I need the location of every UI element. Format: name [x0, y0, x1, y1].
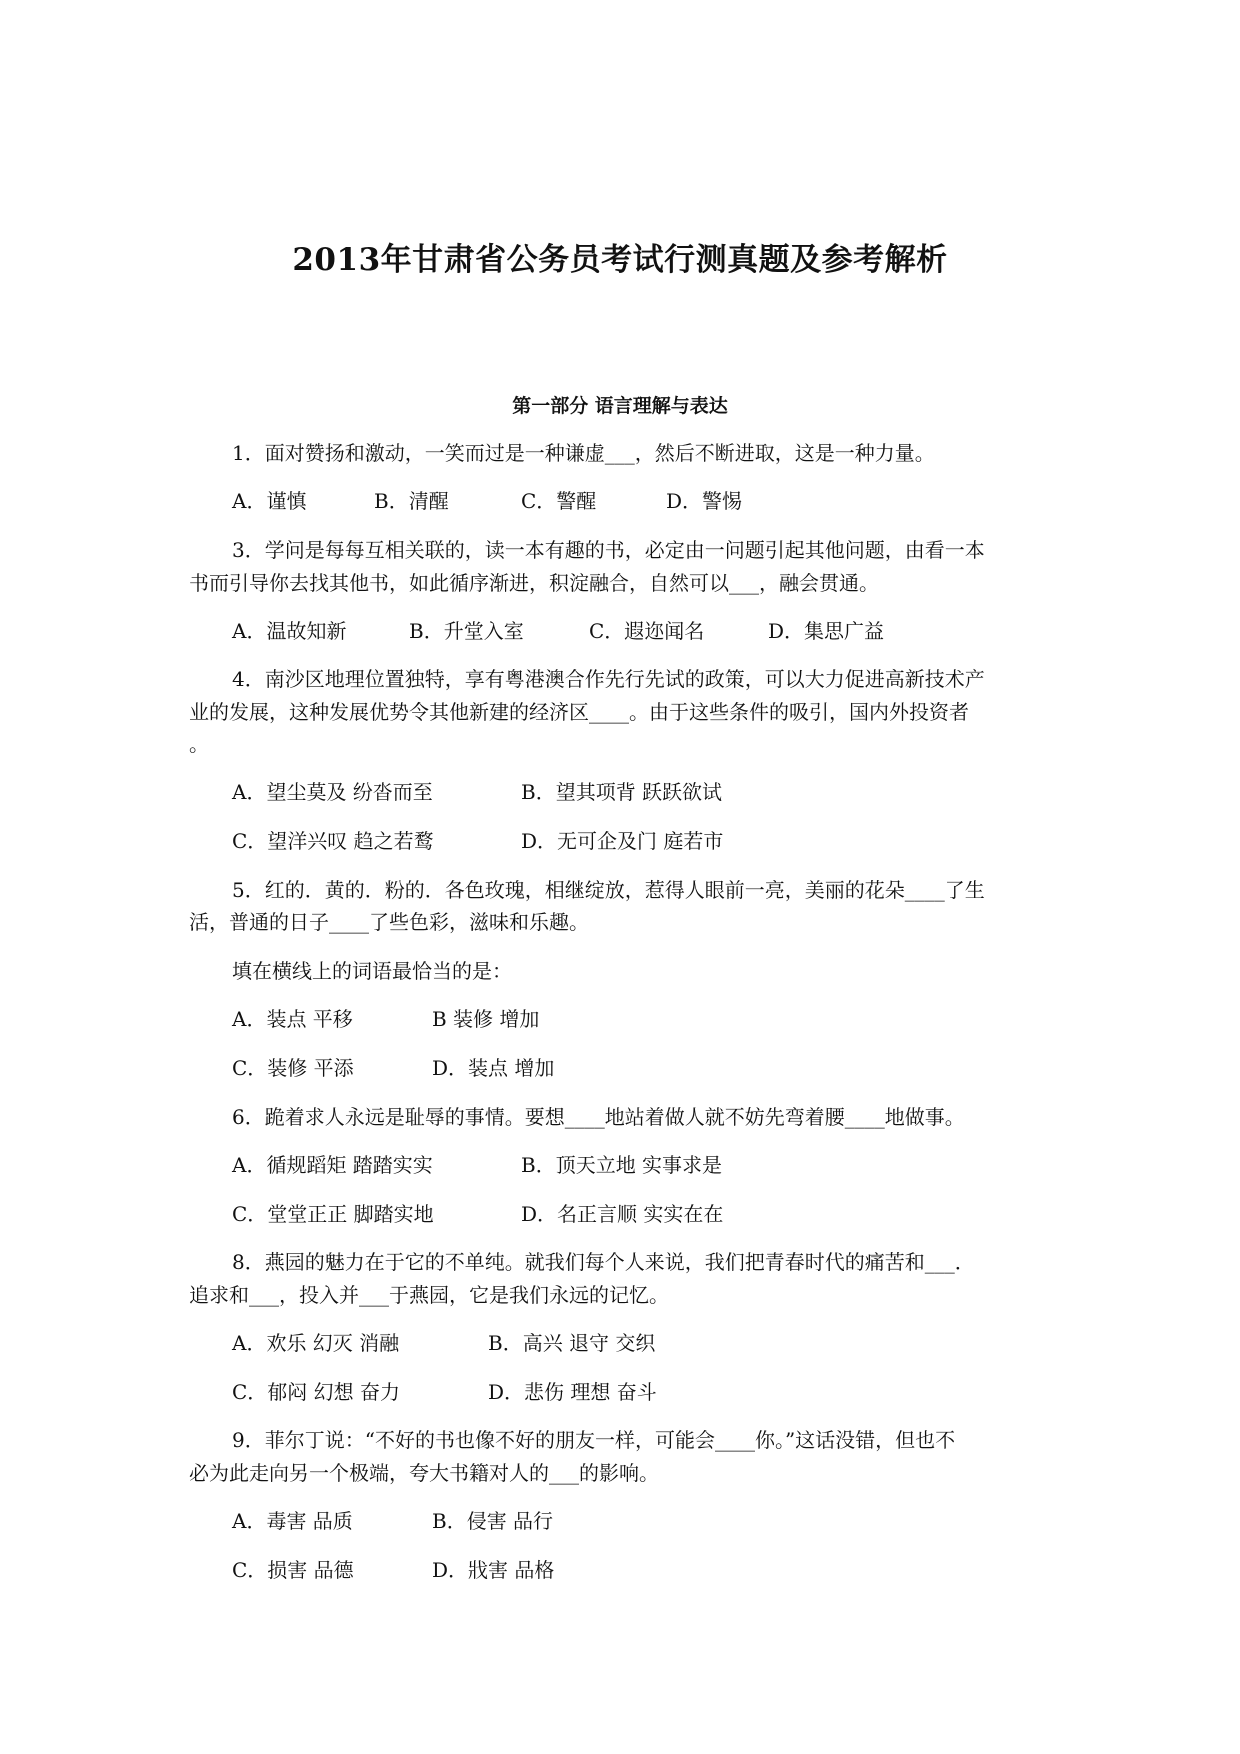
question-9-text-line1: 9．菲尔丁说：“不好的书也像不好的朋友一样，可能会____你。”这话没错，但也不: [232, 1428, 956, 1452]
option-d: D．无可企及门 庭若市: [521, 829, 724, 853]
question-9-text-line2: 必为此走向另一个极端，夸大书籍对人的___的影响。: [189, 1461, 659, 1485]
option-d: D．警惕: [666, 489, 743, 513]
question-4-text-line1: 4．南沙区地理位置独特，享有粤港澳合作先行先试的政策，可以大力促进高新技术产: [232, 667, 985, 691]
option-c: C．望洋兴叹 趋之若鹜: [232, 829, 434, 853]
option-a: A．欢乐 幻灭 消融: [232, 1331, 400, 1355]
question-4-text-line2: 业的发展，这种发展优势令其他新建的经济区____。由于这些条件的吸引，国内外投资者: [189, 700, 969, 724]
option-b: B．望其项背 跃跃欲试: [521, 780, 723, 804]
question-5-text-line1: 5．红的．黄的．粉的．各色玫瑰，相继绽放，惹得人眼前一亮，美丽的花朵____了生: [232, 878, 985, 902]
option-a: A．温故知新: [232, 619, 347, 643]
question-5-text-line2: 活，普通的日子____了些色彩，滋味和乐趣。: [189, 910, 589, 934]
question-6-text: 6．跪着求人永远是耻辱的事情。要想____地站着做人就不妨先弯着腰____地做事。: [232, 1105, 965, 1129]
option-d: D．悲伤 理想 奋斗: [488, 1380, 657, 1404]
option-c: C．警醒: [521, 489, 597, 513]
option-a: A．装点 平移: [232, 1007, 353, 1031]
option-d: D．戕害 品格: [432, 1558, 555, 1582]
question-4-text-line3: 。: [189, 732, 209, 756]
question-3-text-line1: 3．学问是每每互相关联的，读一本有趣的书，必定由一问题引起其他问题，由看一本: [232, 538, 985, 562]
option-d: D．装点 增加: [432, 1056, 555, 1080]
option-c: C．损害 品德: [232, 1558, 354, 1582]
option-a: A．毒害 品质: [232, 1509, 353, 1533]
document-title: 2013年甘肃省公务员考试行测真题及参考解析: [292, 242, 948, 278]
option-a: A．循规蹈矩 踏踏实实: [232, 1153, 433, 1177]
option-d: D．集思广益: [768, 619, 885, 643]
question-8-text-line1: 8．燕园的魅力在于它的不单纯。就我们每个人来说，我们把青春时代的痛苦和___．: [232, 1250, 975, 1274]
option-b: B．清醒: [374, 489, 449, 513]
option-c: C．装修 平添: [232, 1056, 354, 1080]
question-8-text-line2: 追求和___，投入并___于燕园，它是我们永远的记忆。: [189, 1283, 669, 1307]
option-d: D．名正言顺 实实在在: [521, 1202, 724, 1226]
option-a: A．谨慎: [232, 489, 307, 513]
option-c: C．郁闷 幻想 奋力: [232, 1380, 401, 1404]
option-b: B 装修 增加: [432, 1007, 540, 1031]
option-c: C．遐迩闻名: [589, 619, 705, 643]
option-b: B．高兴 退守 交织: [488, 1331, 656, 1355]
option-b: B．侵害 品行: [432, 1509, 554, 1533]
question-5-prompt: 填在横线上的词语最恰当的是：: [232, 959, 512, 983]
question-1-text: 1．面对赞扬和激动，一笑而过是一种谦虚___，然后不断进取，这是一种力量。: [232, 441, 935, 465]
question-3-text-line2: 书而引导你去找其他书，如此循序渐进，积淀融合，自然可以___，融会贯通。: [189, 571, 879, 595]
option-c: C．堂堂正正 脚踏实地: [232, 1202, 434, 1226]
option-b: B．顶天立地 实事求是: [521, 1153, 723, 1177]
section-heading: 第一部分 语言理解与表达: [512, 395, 728, 417]
option-b: B．升堂入室: [409, 619, 524, 643]
option-a: A．望尘莫及 纷沓而至: [232, 780, 433, 804]
